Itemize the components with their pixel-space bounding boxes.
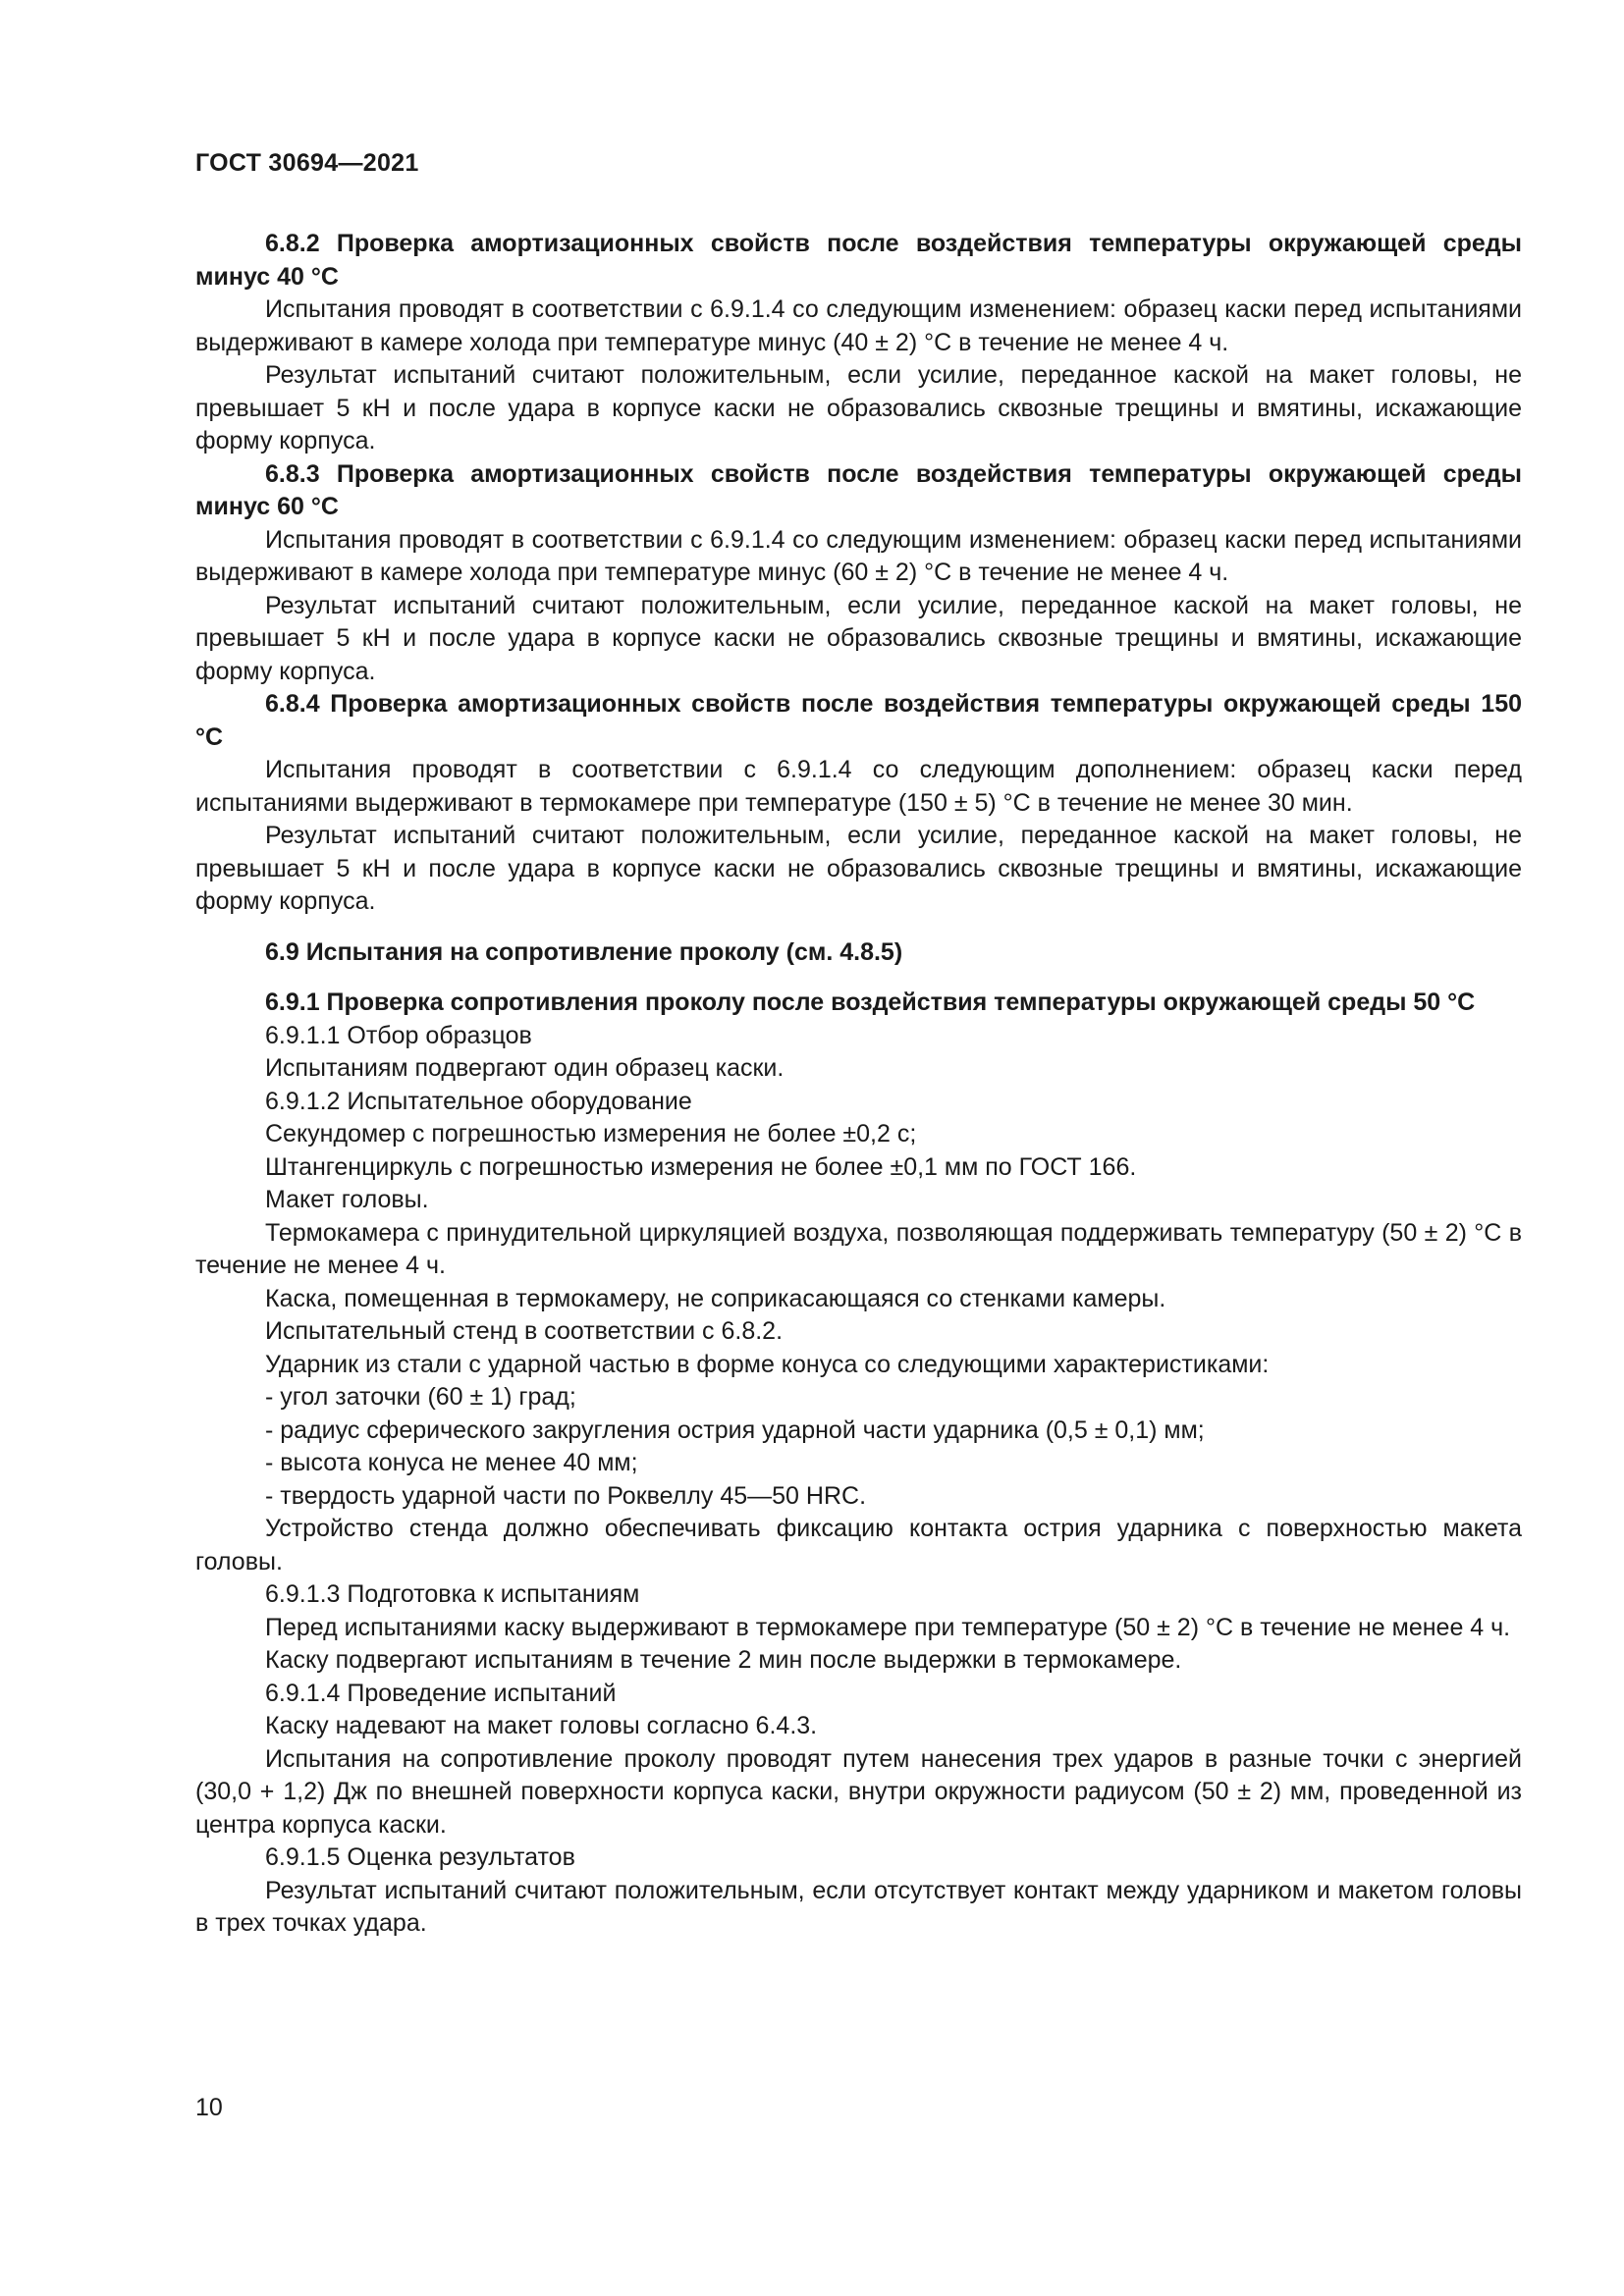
paragraph: Устройство стенда должно обеспечивать фиксацию контакта острия ударника с поверхностью макета головы. <box>195 1515 1522 1575</box>
paragraph: Испытания проводят в соответствии с 6.9.1.4 со следующим изменением: образец каски перед испытаниями выдерживают в камере холода при температуре минус (60 ± 2) °С в течение не менее 4 ч. <box>195 525 1522 586</box>
paragraph: Каску подвергают испытаниям в течение 2 мин после выдержки в термокамере. <box>265 1646 1182 1674</box>
paragraph: Испытания проводят в соответствии с 6.9.1.4 со следующим дополнением: образец каски перед испытаниями выдерживают в термокамере при температуре (150 ± 5) °С в течение не менее 30 мин. <box>195 756 1522 817</box>
subheading-6-9-1-2: 6.9.1.2 Испытательное оборудование <box>265 1087 692 1115</box>
subheading-6-9-1-1: 6.9.1.1 Отбор образцов <box>265 1021 532 1049</box>
subheading-6-9-1-4: 6.9.1.4 Проведение испытаний <box>265 1679 617 1707</box>
paragraph: Ударник из стали с ударной частью в форме конуса со следующими характеристиками: <box>265 1350 1270 1378</box>
page-number: 10 <box>195 2094 223 2121</box>
document-body <box>195 228 1522 1941</box>
paragraph: Испытания проводят в соответствии с 6.9.1.4 со следующим изменением: образец каски перед испытаниями выдерживают в камере холода при температуре минус (40 ± 2) °С в течение не менее 4 ч. <box>195 295 1522 356</box>
paragraph: Результат испытаний считают положительным, если отсутствует контакт между ударником и макетом головы в трех точках удара. <box>195 1876 1522 1937</box>
dash-list-item: - угол заточки (60 ± 1) град; <box>265 1383 576 1411</box>
list-item: Макет головы. <box>265 1186 429 1213</box>
list-item: Термокамера с принудительной циркуляцией воздуха, позволяющая поддерживать температуру (50 ± 2) °С в течение не менее 4 ч. <box>195 1218 1522 1279</box>
dash-list-item: - высота конуса не менее 40 мм; <box>265 1449 638 1476</box>
list-item: Секундомер с погрешностью измерения не более ±0,2 с; <box>265 1120 917 1148</box>
heading-6-8-4: 6.8.4 Проверка амортизационных свойств после воздействия температуры окружающей среды 150 °С <box>195 690 1522 751</box>
list-item: Штангенциркуль с погрешностью измерения не более ±0,1 мм по ГОСТ 166. <box>265 1152 1137 1181</box>
paragraph: Испытаниям подвергают один образец каски. <box>265 1054 785 1082</box>
dash-list-item: - радиус сферического закругления острия ударной части ударника (0,5 ± 0,1) мм; <box>265 1415 1205 1444</box>
list-item: Испытательный стенд в соответствии с 6.8.2. <box>265 1317 784 1345</box>
standard-designation: ГОСТ 30694—2021 <box>195 149 419 177</box>
subheading-6-9-1-5: 6.9.1.5 Оценка результатов <box>265 1843 575 1871</box>
heading-6-8-2: 6.8.2 Проверка амортизационных свойств после воздействия температуры окружающей среды минус 40 °С <box>195 230 1522 291</box>
paragraph: Результат испытаний считают положительным, если усилие, переданное каской на макет головы, не превышает 5 кН и после удара в корпусе каски не образовались сквозные трещины и вмятины, искажающие форму корпуса. <box>195 822 1522 915</box>
paragraph: Испытания на сопротивление проколу проводят путем нанесения трех ударов в разные точки с энергией (30,0 + 1,2) Дж по внешней поверхности корпуса каски, внутри окружности радиусом (50 ± 2) мм, проведенной из центра корпуса каски. <box>195 1744 1522 1839</box>
paragraph: Каску надевают на макет головы согласно 6.4.3. <box>265 1712 818 1739</box>
subheading-6-9-1-3: 6.9.1.3 Подготовка к испытаниям <box>265 1580 640 1608</box>
heading-6-8-3: 6.8.3 Проверка амортизационных свойств после воздействия температуры окружающей среды минус 60 °С <box>195 459 1522 520</box>
dash-list-item: - твердость ударной части по Роквеллу 45—50 HRC. <box>265 1481 867 1510</box>
heading-6-9: 6.9 Испытания на сопротивление проколу (см. 4.8.5) <box>265 937 903 966</box>
paragraph: Результат испытаний считают положительным, если усилие, переданное каской на макет головы, не превышает 5 кН и после удара в корпусе каски не образовались сквозные трещины и вмятины, искажающие форму корпуса. <box>195 591 1522 685</box>
paragraph: Результат испытаний считают положительным, если усилие, переданное каской на макет головы, не превышает 5 кН и после удара в корпусе каски не образовались сквозные трещины и вмятины, искажающие форму корпуса. <box>195 361 1522 454</box>
list-item: Каска, помещенная в термокамеру, не соприкасающаяся со стенками камеры. <box>265 1284 1166 1312</box>
heading-6-9-1: 6.9.1 Проверка сопротивления проколу после воздействия температуры окружающей среды 50 °С <box>265 988 1476 1016</box>
paragraph: Перед испытаниями каску выдерживают в термокамере при температуре (50 ± 2) °С в течение не менее 4 ч. <box>265 1613 1511 1641</box>
